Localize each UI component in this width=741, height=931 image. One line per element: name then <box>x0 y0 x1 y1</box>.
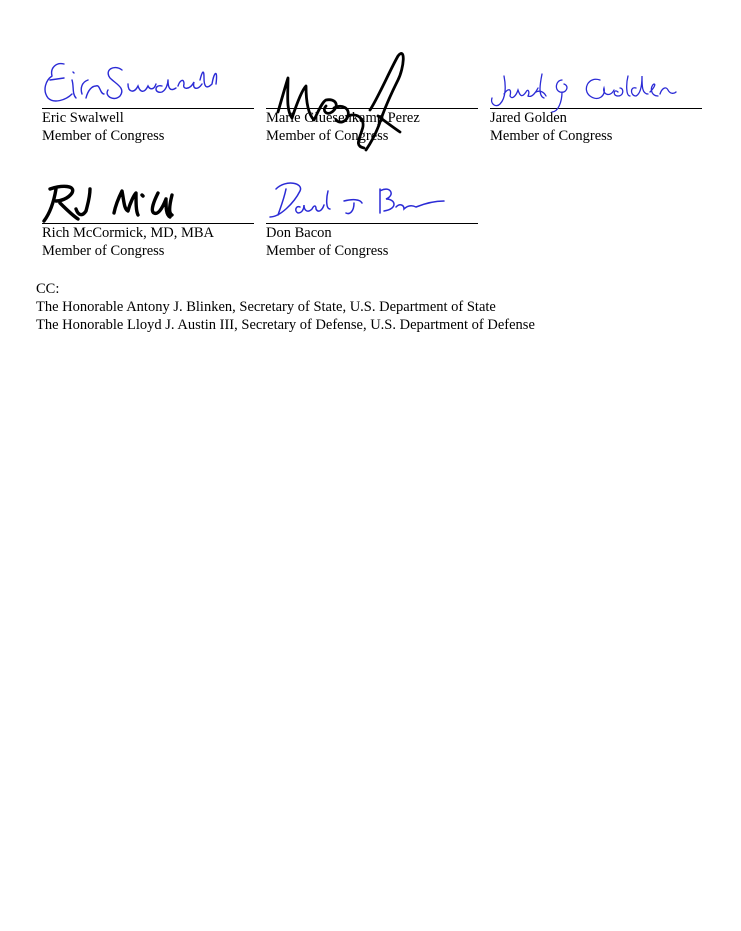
signature-block-bacon <box>266 165 478 260</box>
signature-block-mccormick <box>42 165 254 260</box>
signature-block-golden <box>490 50 702 145</box>
signature-line <box>42 50 254 109</box>
handwritten-signature <box>490 50 702 120</box>
signature-block-gluesenkamp-perez <box>266 50 478 145</box>
cc-recipient: The Honorable Antony J. Blinken, Secretary of State, U.S. Department of State <box>36 299 496 315</box>
cc-label: CC: <box>36 281 60 297</box>
signatory-title: Member of Congress <box>266 128 389 144</box>
signatory-name: Jared Golden <box>490 110 567 126</box>
signature-line <box>266 50 478 109</box>
signatory-name: Don Bacon <box>266 225 332 241</box>
cc-section <box>36 280 535 334</box>
handwritten-signature <box>266 165 478 225</box>
signatory-title: Member of Congress <box>266 243 389 259</box>
signatory-name: Marie Gluesenkamp Perez <box>266 110 420 126</box>
handwritten-signature <box>42 50 254 110</box>
signature-line <box>42 165 254 224</box>
handwritten-signature <box>266 50 478 160</box>
signature-line <box>266 165 478 224</box>
signatory-title: Member of Congress <box>42 243 165 259</box>
signatory-title: Member of Congress <box>42 128 165 144</box>
signatory-name: Rich McCormick, MD, MBA <box>42 225 214 241</box>
signatory-title: Member of Congress <box>490 128 613 144</box>
handwritten-signature <box>42 165 254 225</box>
cc-recipient: The Honorable Lloyd J. Austin III, Secretary of Defense, U.S. Department of Defense <box>36 317 535 333</box>
signatory-name: Eric Swalwell <box>42 110 124 126</box>
signature-line <box>490 50 702 109</box>
signature-block-swalwell <box>42 50 254 145</box>
